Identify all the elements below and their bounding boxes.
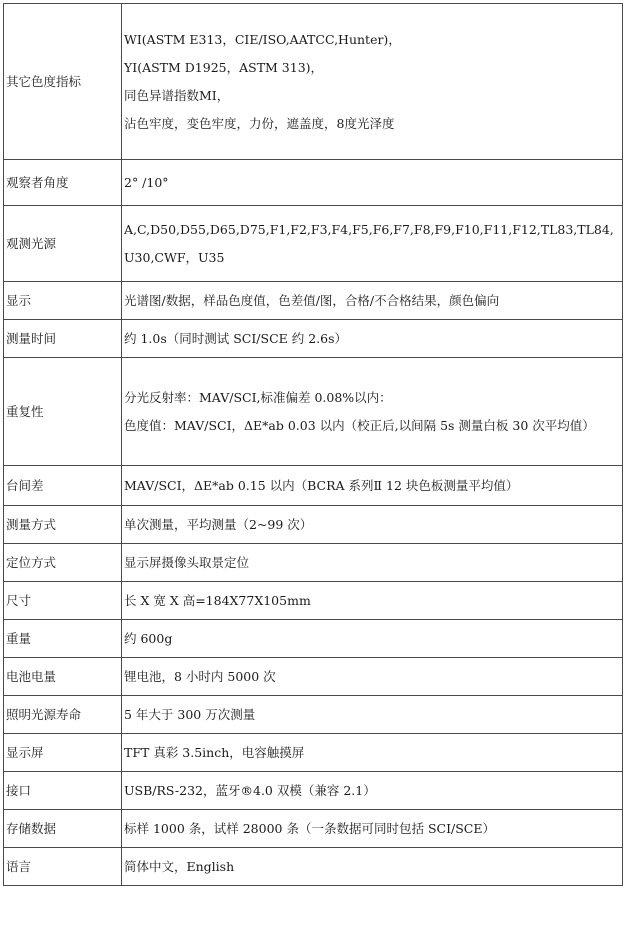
- spec-value-line: YI(ASTM D1925，ASTM 313)，: [124, 59, 324, 75]
- table-row: [4, 810, 623, 848]
- spec-label: 电池电量: [4, 658, 122, 696]
- table-row: [4, 506, 623, 544]
- table-row: [4, 658, 623, 696]
- table-row: [4, 160, 623, 206]
- spec-value: [122, 696, 623, 734]
- table-row: [4, 544, 623, 582]
- spec-value-line: 约 1.0s（同时测试 SCI/SCE 约 2.6s）: [124, 330, 348, 346]
- spec-value: [122, 358, 623, 466]
- spec-value-line: 长 X 宽 X 高=184X77X105mm: [124, 592, 311, 608]
- table-row: [4, 734, 623, 772]
- table-row: [4, 582, 623, 620]
- spec-value-line: 标样 1000 条，试样 28000 条（一条数据可同时包括 SCI/SCE）: [124, 820, 495, 836]
- spec-value: [122, 4, 623, 160]
- spec-value: [122, 772, 623, 810]
- spec-value: [122, 544, 623, 582]
- spec-value: [122, 810, 623, 848]
- spec-value: [122, 658, 623, 696]
- spec-value: [122, 734, 623, 772]
- spec-label: 定位方式: [4, 544, 122, 582]
- spec-label: 测量方式: [4, 506, 122, 544]
- spec-label: 观测光源: [4, 206, 122, 282]
- spec-value-line: 同色异谱指数MI，: [124, 87, 230, 103]
- spec-value: [122, 320, 623, 358]
- spec-label: 重复性: [4, 358, 122, 466]
- table-row: [4, 282, 623, 320]
- spec-value-line: 5 年大于 300 万次测量: [124, 706, 256, 722]
- table-row: [4, 620, 623, 658]
- spec-value: [122, 206, 623, 282]
- table-row: [4, 466, 623, 506]
- spec-value-line: MAV/SCI，ΔE*ab 0.15 以内（BCRA 系列Ⅱ 12 块色板测量平均值）: [124, 477, 519, 493]
- spec-label: 重量: [4, 620, 122, 658]
- spec-label: 照明光源寿命: [4, 696, 122, 734]
- spec-value: [122, 466, 623, 506]
- spec-value-line: USB/RS-232，蓝牙®4.0 双模（兼容 2.1）: [124, 782, 376, 798]
- spec-value-line: 沾色牢度，变色牢度，力份，遮盖度，8度光泽度: [124, 115, 395, 131]
- table-row: [4, 848, 623, 886]
- spec-value-line: 单次测量，平均测量（2~99 次）: [124, 516, 313, 532]
- spec-value: [122, 582, 623, 620]
- spec-value-line: 简体中文，English: [124, 858, 235, 874]
- spec-value-line: 光谱图/数据，样品色度值，色差值/图，合格/不合格结果，颜色偏向: [124, 292, 500, 308]
- spec-label: 尺寸: [4, 582, 122, 620]
- spec-value: [122, 620, 623, 658]
- spec-label: 台间差: [4, 466, 122, 506]
- table-row: [4, 320, 623, 358]
- spec-label: 观察者角度: [4, 160, 122, 206]
- spec-value-line: A,C,D50,D55,D65,D75,F1,F2,F3,F4,F5,F6,F7,F8,F9,F10,F11,F12,TL83,TL84,U30,CWF，U35: [124, 221, 614, 265]
- spec-label: 其它色度指标: [4, 4, 122, 160]
- table-row: [4, 358, 623, 466]
- spec-value-line: 分光反射率：MAV/SCI,标准偏差 0.08%以内：: [124, 389, 392, 405]
- spec-label: 显示屏: [4, 734, 122, 772]
- spec-label: 测量时间: [4, 320, 122, 358]
- spec-value: [122, 506, 623, 544]
- spec-value-line: 显示屏摄像头取景定位: [124, 554, 250, 570]
- spec-value: [122, 160, 623, 206]
- spec-value-line: TFT 真彩 3.5inch，电容触摸屏: [124, 744, 305, 760]
- spec-label: 显示: [4, 282, 122, 320]
- spec-label: 存储数据: [4, 810, 122, 848]
- spec-label: 接口: [4, 772, 122, 810]
- table-row: [4, 4, 623, 160]
- spec-value-line: 锂电池，8 小时内 5000 次: [124, 668, 276, 684]
- spec-value-line: 约 600g: [124, 630, 173, 646]
- spec-value-line: 2° /10°: [124, 174, 169, 190]
- spec-table: [3, 3, 623, 886]
- spec-value-line: WI(ASTM E313，CIE/ISO,AATCC,Hunter)，: [124, 31, 401, 47]
- table-row: [4, 696, 623, 734]
- table-row: [4, 206, 623, 282]
- spec-value: [122, 282, 623, 320]
- table-row: [4, 772, 623, 810]
- spec-value: [122, 848, 623, 886]
- spec-value-line: 色度值：MAV/SCI，ΔE*ab 0.03 以内（校正后,以间隔 5s 测量白板 30 次平均值）: [124, 417, 595, 433]
- spec-label: 语言: [4, 848, 122, 886]
